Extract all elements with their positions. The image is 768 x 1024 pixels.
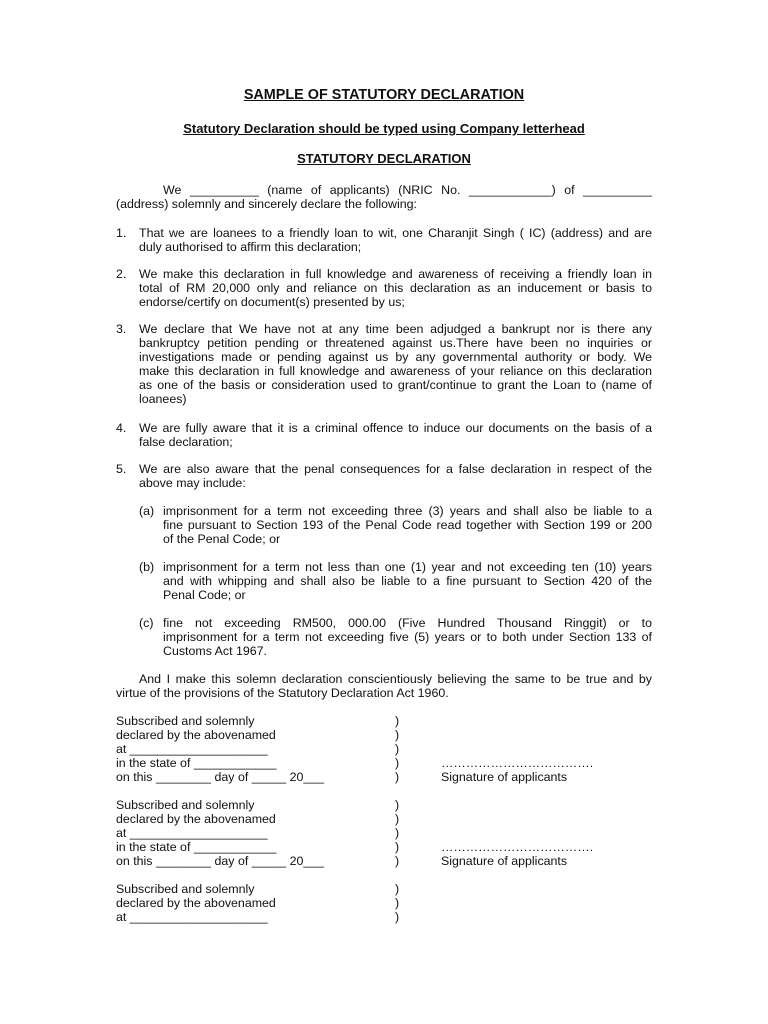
signature-line: ………………………………. bbox=[441, 756, 594, 770]
paren-mark: ) bbox=[395, 742, 400, 756]
subitem-text-line: and with whipping and shall also be liable to a fine pursuant to Section 420 of the bbox=[163, 574, 652, 588]
item-number: 1. bbox=[116, 226, 127, 240]
paren-mark: ) bbox=[395, 896, 400, 910]
closing-line-1: And I make this solemn declaration conscientiously believing the same to be true and by bbox=[139, 672, 652, 686]
block-line: at ____________________ bbox=[116, 742, 268, 756]
subitem-text-line: imprisonment for a term not exceeding five (5) years or to both under Section 133 of bbox=[163, 630, 652, 644]
block-line: declared by the abovenamed bbox=[116, 896, 276, 910]
item-text-line: loanees) bbox=[139, 392, 187, 406]
paren-mark: ) bbox=[395, 714, 400, 728]
signature-label: Signature of applicants bbox=[441, 770, 568, 784]
block-line: in the state of ____________ bbox=[116, 756, 277, 770]
item-text-line: investigations made or pending against us by any governmental authority or body. We bbox=[139, 350, 652, 364]
item-text-line: We make this declaration in full knowledge and awareness of receiving a friendly loan in bbox=[139, 267, 652, 281]
subitem-text-line: fine pursuant to Section 193 of the Penal Code read together with Section 199 or 200 bbox=[163, 518, 652, 532]
section-heading: STATUTORY DECLARATION bbox=[297, 151, 471, 166]
block-line: at ____________________ bbox=[116, 826, 268, 840]
block-line: on this ________ day of _____ 20___ bbox=[116, 854, 325, 868]
intro-line-2: (address) solemnly and sincerely declare the following: bbox=[116, 197, 417, 211]
item-number: 4. bbox=[116, 421, 127, 435]
signature-line: ………………………………. bbox=[441, 840, 594, 854]
paren-mark: ) bbox=[395, 854, 400, 868]
subitem-text-line: imprisonment for a term not less than one (1) year and not exceeding ten (10) years bbox=[163, 560, 652, 574]
item-text-line: We declare that We have not at any time been adjudged a bankrupt nor is there any bbox=[139, 322, 652, 336]
item-number: 3. bbox=[116, 322, 127, 336]
closing-line-2: virtue of the provisions of the Statutory Declaration Act 1960. bbox=[116, 686, 449, 700]
subitem-text-line: imprisonment for a term not exceeding three (3) years and shall also be liable to a bbox=[163, 504, 652, 518]
subitem-text-line: of the Penal Code; or bbox=[163, 532, 281, 546]
paren-mark: ) bbox=[395, 882, 400, 896]
subitem-text-line: Penal Code; or bbox=[163, 588, 246, 602]
item-number: 2. bbox=[116, 267, 127, 281]
document-subtitle: Statutory Declaration should be typed using Company letterhead bbox=[183, 121, 585, 136]
subitem-label: (a) bbox=[139, 504, 155, 518]
item-text-line: as one of the basis or consideration used to grant/continue to grant the Loan to (name of bbox=[139, 378, 652, 392]
item-text-line: duly authorised to affirm this declaration; bbox=[139, 240, 362, 254]
item-number: 5. bbox=[116, 462, 127, 476]
item-text-line: endorse/certify on document(s) presented by us; bbox=[139, 295, 405, 309]
block-line: on this ________ day of _____ 20___ bbox=[116, 770, 325, 784]
item-text-line: We are fully aware that it is a criminal offence to induce our documents on the basis of a bbox=[139, 421, 652, 435]
item-text-line: We are also aware that the penal consequences for a false declaration in respect of the bbox=[139, 462, 652, 476]
intro-line-1: We __________ (name of applicants) (NRIC No. ____________) of __________ bbox=[163, 183, 652, 197]
item-text-line: false declaration; bbox=[139, 435, 233, 449]
subitem-label: (c) bbox=[139, 616, 154, 630]
block-line: at ____________________ bbox=[116, 910, 268, 924]
block-line: Subscribed and solemnly bbox=[116, 882, 255, 896]
block-line: Subscribed and solemnly bbox=[116, 798, 255, 812]
document-title: SAMPLE OF STATUTORY DECLARATION bbox=[243, 87, 525, 103]
subitem-text-line: fine not exceeding RM500, 000.00 (Five Hundred Thousand Ringgit) or to bbox=[163, 616, 652, 630]
item-text-line: above may include: bbox=[139, 476, 246, 490]
paren-mark: ) bbox=[395, 770, 400, 784]
item-text-line: make this declaration in full knowledge and awareness of your reliance on this declaration bbox=[139, 364, 652, 378]
block-line: in the state of ____________ bbox=[116, 840, 277, 854]
signature-label: Signature of applicants bbox=[441, 854, 568, 868]
item-text-line: That we are loanees to a friendly loan to wit, one Charanjit Singh ( IC) (address) and are bbox=[139, 226, 652, 240]
paren-mark: ) bbox=[395, 798, 400, 812]
subitem-text-line: Customs Act 1967. bbox=[163, 644, 267, 658]
paren-mark: ) bbox=[395, 840, 400, 854]
block-line: declared by the abovenamed bbox=[116, 812, 276, 826]
paren-mark: ) bbox=[395, 826, 400, 840]
paren-mark: ) bbox=[395, 910, 400, 924]
paren-mark: ) bbox=[395, 728, 400, 742]
item-text-line: bankruptcy petition pending or threatened against us.There have been no inquiries or bbox=[139, 336, 652, 350]
block-line: declared by the abovenamed bbox=[116, 728, 276, 742]
subitem-label: (b) bbox=[139, 560, 155, 574]
item-text-line: total of RM 20,000 only and reliance on this declaration as an inducement or basis to bbox=[139, 281, 652, 295]
paren-mark: ) bbox=[395, 812, 400, 826]
paren-mark: ) bbox=[395, 756, 400, 770]
block-line: Subscribed and solemnly bbox=[116, 714, 255, 728]
